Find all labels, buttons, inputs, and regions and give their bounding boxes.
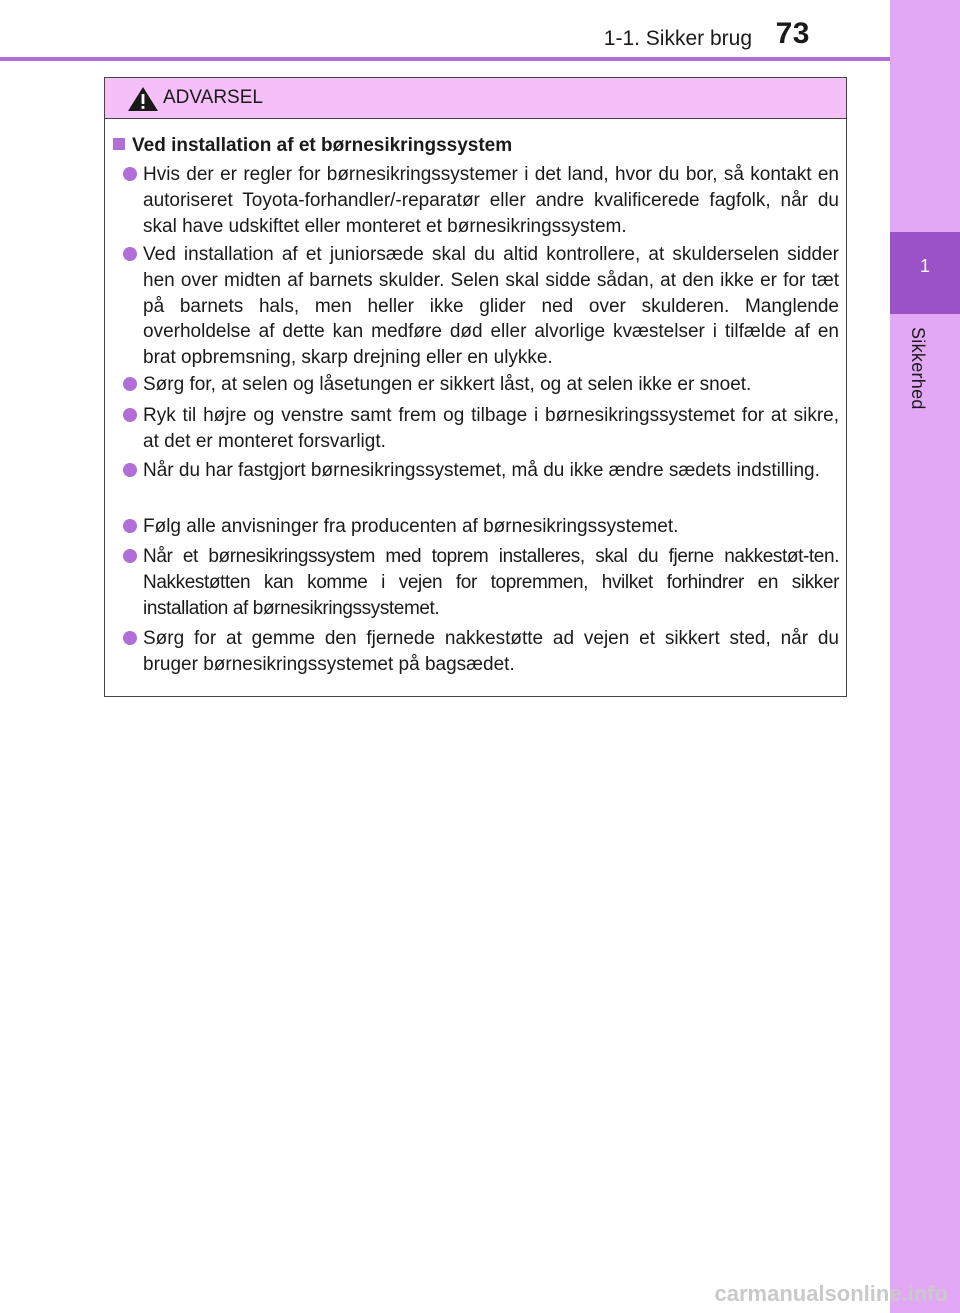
chapter-name: Sikkerhed (908, 327, 928, 410)
bullet-icon (123, 463, 137, 477)
bullet-icon (123, 519, 137, 533)
header-divider (0, 57, 890, 61)
chapter-number: 1 (919, 256, 930, 276)
warning-triangle-icon (127, 86, 159, 112)
list-item: Når du har fastgjort børnesikringssystemet, må du ikke ændre sædets indstilling. (135, 458, 839, 484)
page-number: 73 (775, 17, 810, 50)
list-item: Ved installation af et juniorsæde skal du altid kontrollere, at skulderselen sidder hen over midten af barnets skulder. Selen skal sidde sådan, at den ikke er for tæt på barnets hals, men heller ikke glider ned over skulderen. Manglende overholdelse af dette kan medføre død eller alvorlige kvæstelser i tilfælde af en brat opbremsning, skarp drejning eller en ulykke. (135, 242, 839, 371)
list-item: Når et børnesikringssystem med toprem installeres, skal du fjerne nakkestøt-ten. Nakkestøtten kan komme i vejen for topremmen, hvilket forhindrer en sikker installation af børnesikringssystemet. (135, 544, 839, 621)
bullet-icon (123, 549, 137, 563)
list-item: Sørg for, at selen og låsetungen er sikkert låst, og at selen ikke er snoet. (135, 372, 839, 398)
list-item: Sørg for at gemme den fjernede nakkestøtte ad vejen et sikkert sted, når du bruger børnesikringssystemet på bagsædet. (135, 626, 839, 678)
watermark: carmanualsonline.info (714, 1281, 948, 1306)
bullet-icon (123, 377, 137, 391)
list-item: Følg alle anvisninger fra producenten af børnesikringssystemet. (135, 514, 839, 540)
list-item: Hvis der er regler for børnesikringssystemer i det land, hvor du bor, så kontakt en autoriseret Toyota-forhandler/-reparatør eller andre kvalificerede fagfolk, når du skal have udskiftet eller monteret et børnesikringssystem. (135, 162, 839, 239)
section-title: 1-1. Sikker brug (603, 27, 752, 50)
section-heading (113, 135, 512, 157)
bullet-icon (123, 408, 137, 422)
section-heading-text: Ved installation af et børnesikringssystem (132, 135, 513, 156)
page-header (0, 0, 890, 58)
warning-label: ADVARSEL (163, 87, 263, 108)
bullet-icon (123, 247, 137, 261)
list-item: Ryk til højre og venstre samt frem og tilbage i børnesikringssystemet for at sikre, at det er monteret forsvarligt. (135, 403, 839, 455)
side-strip (890, 0, 960, 1313)
warning-header (105, 78, 846, 119)
square-bullet-icon (113, 138, 125, 150)
warning-box (104, 77, 847, 697)
bullet-icon (123, 167, 137, 181)
bullet-icon (123, 631, 137, 645)
